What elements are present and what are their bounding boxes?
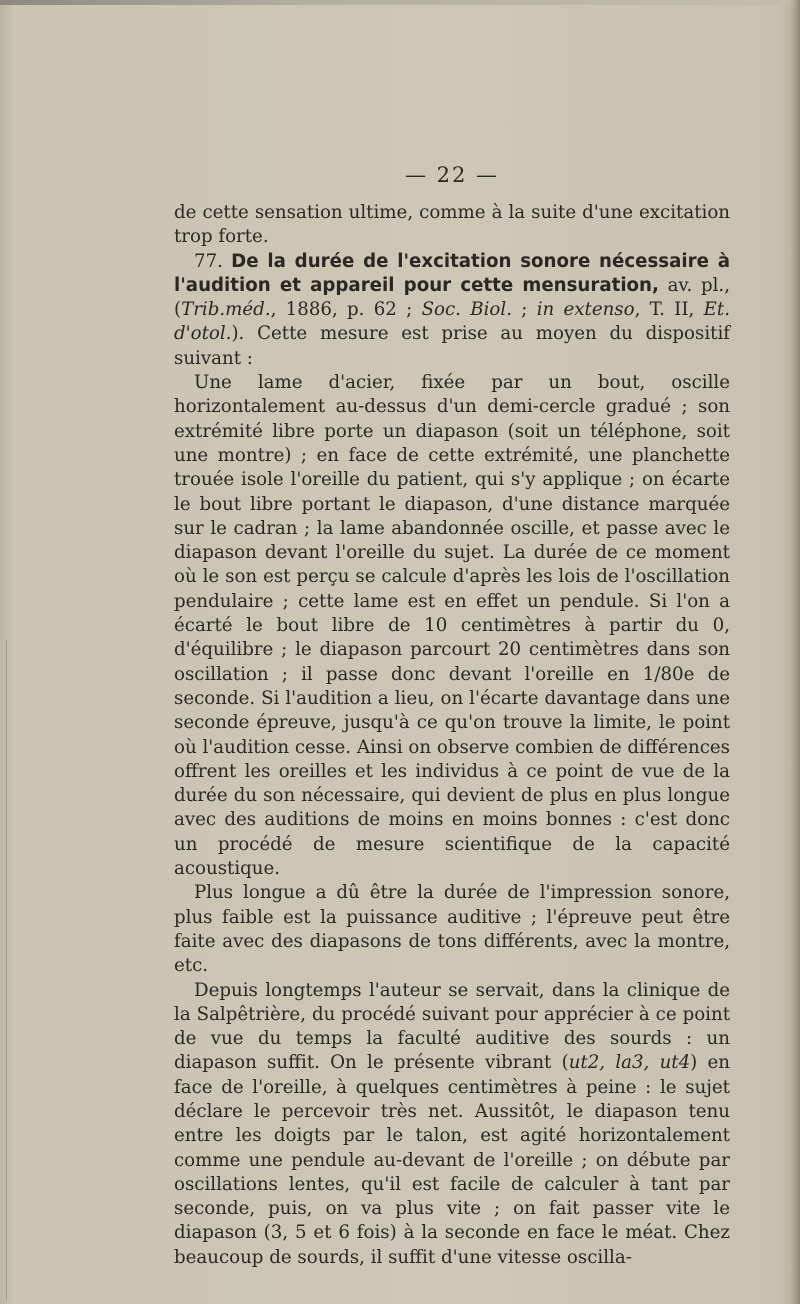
last-paragraph-after: ) en face de l'oreille, à quelques centimètres à peine : le sujet déclare le percevoir très net. Aussitôt, le diapason tenu entre les doigts par le talon, est agité horizontalement comme une pendule au-devant de l'oreille ; on débute par oscillations lentes, qu'il est facile de calculer à tant par seconde, puis, on va plus vite ; on fait passer vite le diapason (3, 5 et 6 fois) à la seconde en face le méat. Chez beaucoup de sourds, il suffit d'une vitesse oscilla- [174, 1052, 730, 1268]
section-ref-inextenso: in extenso [536, 299, 635, 321]
section-ref-tome: , T. II, [634, 299, 704, 321]
page-top-edge [0, 0, 800, 5]
tuning-fork-notes: ut2, la3, ut4 [568, 1052, 691, 1074]
section-ref-end: ). [231, 323, 245, 345]
section-ref-semicolon: ; [511, 299, 537, 321]
page-left-rule [6, 640, 7, 1300]
section-ref-etotol: Et. d'otol. [174, 299, 730, 345]
section-title: De la durée de l'excitation sonore nécessaire à l'audition et appareil pour cette mensuration, [174, 250, 730, 296]
page-text-block [174, 160, 730, 1270]
section-ref-mid: , 1886, p. 62 ; [270, 299, 422, 321]
page-number: — 22 — [404, 163, 500, 187]
page-right-edge [790, 0, 800, 1304]
body-text [174, 201, 730, 1270]
section-ref-trib: Trib.méd. [181, 299, 271, 321]
section-number: 77. [194, 250, 223, 272]
paragraph-depuis-longtemps [174, 979, 730, 1271]
section-ref-soc: Soc. Biol. [421, 299, 512, 321]
section-ref-av: av. pl., ( [174, 274, 730, 321]
paragraph-plus-longue: Plus longue a dû être la durée de l'impression sonore, plus faible est la puissance auditive ; l'épreuve peut être faite avec des diapasons de tons différents, avec la montre, etc. [174, 882, 730, 977]
section-77-paragraph [174, 250, 730, 371]
paragraph-lame-acier: Une lame d'acier, fixée par un bout, oscille horizontalement au-dessus d'un demi-cercle gradué ; son extrémité libre porte un diapason (soit un téléphone, soit une montre) ; en face de cette extrémité, une planchette trouée isole l'oreille du patient, qui s'y applique ; on écarte le bout libre portant le diapason, d'une distance marquée sur le cadran ; la lame abandonnée oscille, et passe avec le diapason devant l'oreille du sujet. La durée de ce moment où le son est perçu se calcule d'après les lois de l'oscillation pendulaire ; cette lame est en effet un pendule. Si l'on a écarté le bout libre de 10 centimètres à partir du 0, d'équilibre ; le diapason parcourt 20 centimètres dans son oscillation ; il passe donc devant l'oreille en 1/80e de seconde. Si l'audition a lieu, on l'écarte davantage dans une seconde épreuve, jusqu'à ce qu'on trouve la limite, le point où l'audition cesse. Ainsi on observe combien de différences offrent les oreilles et les individus à ce point de vue de la durée du son nécessaire, qui devient de plus en plus longue avec des auditions de moins en moins bonnes : c'est donc un procédé de mesure scientifique de la capacité acoustique. [174, 372, 730, 880]
section-rest: Cette mesure est prise au moyen du dispositif suivant : [174, 323, 730, 369]
last-paragraph-before: Depuis longtemps l'auteur se servait, dans la clinique de la Salpêtrière, du procédé suivant pour apprécier à ce point de vue du temps la faculté auditive des sourds : un diapason suffit. On le présente vibrant ( [174, 979, 730, 1074]
continuation-paragraph: de cette sensation ultime, comme à la suite d'une excitation trop forte. [174, 202, 730, 248]
